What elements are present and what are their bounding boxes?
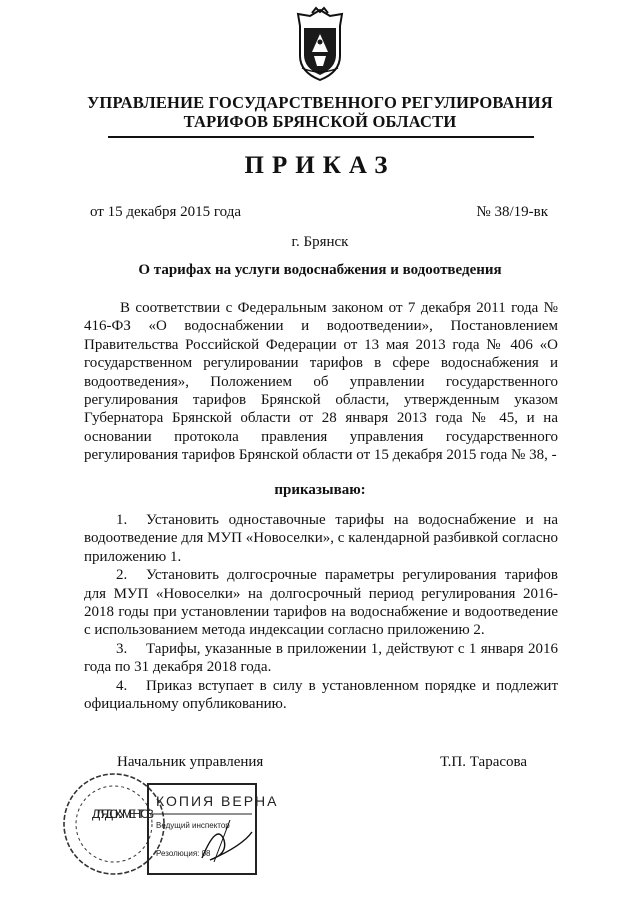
order-item-number: 4. bbox=[116, 677, 128, 694]
order-item-number: 2. bbox=[116, 567, 128, 584]
preamble-paragraph: В соответствии с Федеральным законом от 7 декабря 2011 года № 416-ФЗ «О водоснабжении и водоотведении», Постановлением Правительства Российской Федерации от 13 мая 2013 года № 406 «О государственном регулировании тарифов в сфере водоснабжения и водоотведения», Положением об управлении государственного регулирования тарифов Брянской области, утвержденным указом Губернатора Брянской области от 28 января 2013 года № 45, и на основании протокола правления управления государственного регулирования тарифов Брянской области от 15 декабря 2015 года № 38, - bbox=[84, 300, 558, 464]
order-item-number: 3. bbox=[116, 640, 128, 657]
order-item bbox=[84, 640, 558, 677]
organization-name-line2: ТАРИФОВ БРЯНСКОЙ ОБЛАСТИ bbox=[183, 112, 457, 131]
stamp-box-title: КОПИЯ ВЕРНА bbox=[156, 793, 279, 809]
stamp-line1: Ведущий инспектор bbox=[156, 821, 230, 830]
signatory-name: Т.П. Тарасова bbox=[440, 754, 528, 770]
order-item-text: Приказ вступает в силу в установленном порядке и подлежит официальному опубликованию. bbox=[84, 677, 558, 713]
order-word: приказываю: bbox=[274, 482, 366, 498]
organization-name-line1: УПРАВЛЕНИЕ ГОСУДАРСТВЕННОГО РЕГУЛИРОВАНИЯ bbox=[87, 93, 553, 112]
document-subject: О тарифах на услуги водоснабжения и водоотведения bbox=[138, 262, 502, 278]
document-date: от 15 декабря 2015 года bbox=[90, 204, 242, 220]
stamp-line2: Резолюция: 08 bbox=[156, 849, 211, 858]
signatory-position: Начальник управления bbox=[117, 754, 264, 770]
header-divider bbox=[108, 136, 534, 138]
order-item-text: Установить долгосрочные параметры регулирования тарифов для МУП «Новоселки» на долгосрочный период регулирования 2016-2018 годы при установлении тарифов на водоснабжение и водоотведение с использованием метода индексации согласно приложению 2. bbox=[84, 567, 558, 639]
document-number: № 38/19-вк bbox=[476, 204, 548, 220]
order-item-text: Установить одноставочные тарифы на водоснабжение и на водоотведение для МУП «Новоселки», с календарной разбивкой согласно приложению 1. bbox=[84, 512, 558, 565]
order-item bbox=[84, 677, 558, 714]
order-item-number: 1. bbox=[116, 512, 128, 528]
order-items-list bbox=[84, 511, 558, 713]
coat-of-arms-icon bbox=[290, 8, 350, 82]
document-city: г. Брянск bbox=[291, 234, 349, 250]
order-item-text: Тарифы, указанные в приложении 1, действуют с 1 января 2016 года по 31 декабря 2018 года. bbox=[84, 640, 558, 676]
order-item bbox=[84, 566, 558, 640]
document-title: ПРИКАЗ bbox=[244, 152, 396, 179]
order-item bbox=[84, 511, 558, 566]
stamp-round-text: ДЛЯ ДОКУМЕНТОВ bbox=[92, 807, 154, 821]
